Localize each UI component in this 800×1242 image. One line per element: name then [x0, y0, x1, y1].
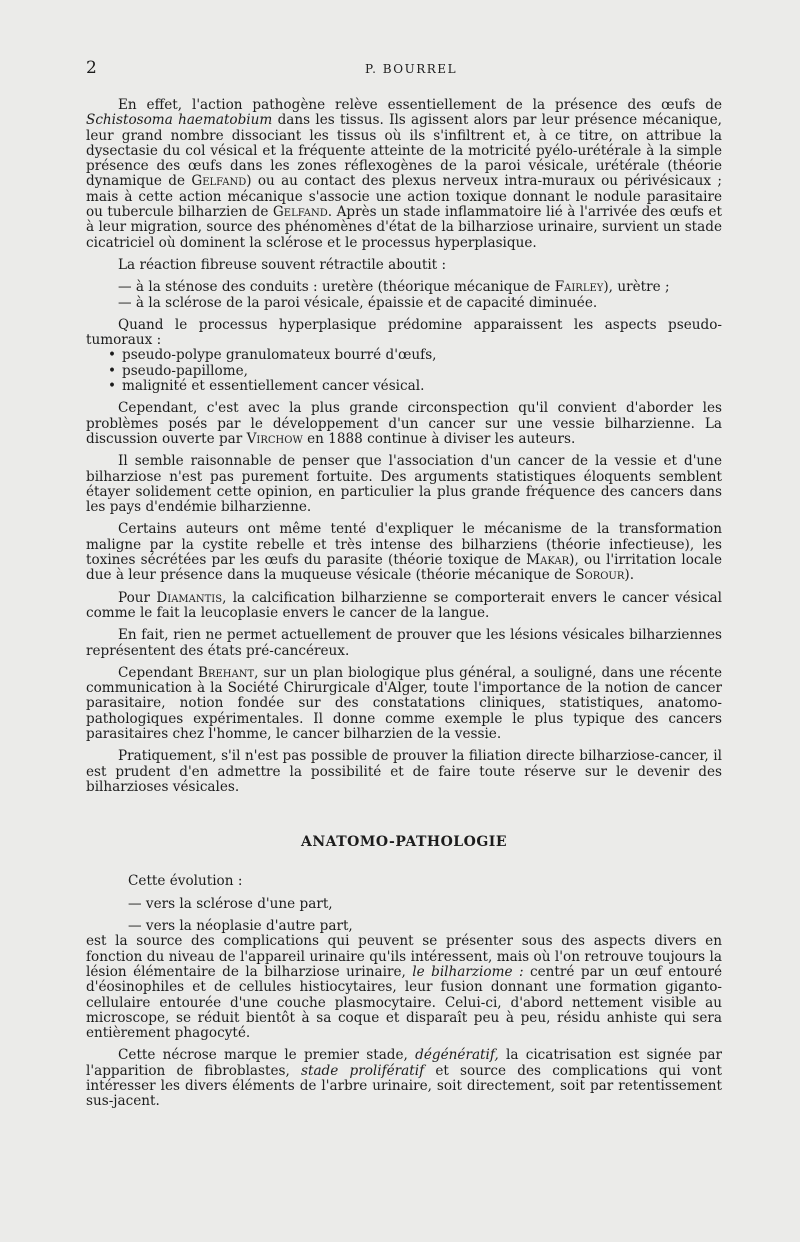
dash-item-sclerosis: — à la sclérose de la paroi vésicale, épaissie et de capacité diminuée. [118, 294, 598, 311]
running-head-author: P. BOURREL [364, 62, 458, 76]
species-name: Schistosoma haematobium [86, 112, 273, 129]
author-name: Gelfand [272, 204, 328, 221]
author-name: Brehant [197, 664, 255, 681]
italic-term: stade prolifératif [301, 1062, 425, 1079]
paragraph-association: Il semble raisonnable de penser que l'association d'un cancer de la vessie et d'une bilharziose n'est pas purement fortuite. Des arguments statistiques éloquents semblent étayer solidement cette opinion, en particulier la plus grande fréquence des cancers dans les pays d'endémie bilharzienne. [86, 453, 722, 516]
section-heading: ANATOMO-PATHOLOGIE [300, 834, 508, 851]
bullet-item: • pseudo-polype granulomateux bourré d'œufs, [108, 347, 437, 364]
italic-term: dégénératif, [415, 1047, 499, 1064]
bullet-icon: • [108, 347, 117, 364]
paragraph-circumspection: Cependant, c'est avec la plus grande circonspection qu'il convient d'aborder les problèmes posés par le développement d'un cancer sur une vessie bilharzienne. La discussion ouverte par Virchow en 1888 continue à diviser les auteurs. [86, 400, 722, 447]
page-number: 2 [86, 58, 97, 78]
paragraph-necrosis: Cette nécrose marque le premier stade, dégénératif, la cicatrisation est signée par l'apparition de fibroblastes, stade prolifératif et source des complications qui vont intéresser les divers éléments de l'arbre urinaire, soit directement, soit par retentissement sus-jacent. [86, 1047, 722, 1110]
italic-term: le bilharziome : [412, 963, 524, 980]
paragraph-pathogenic-action: En effet, l'action pathogène relève essentiellement de la présence des œufs de Schistosoma haematobium dans les tissus. Ils agissent alors par leur présence mécanique, leur grand nombre dissociant les tissus où ils s'infiltrent et, à ce titre, on attribue la dysectasie du col vésical et la fréquente atteinte de la motricité pyélo-urétérale à la simple présence des œufs dans les zones réflexogènes de la paroi vésicale, urétérale (théorie dynamique de Gelfand) ou au contact des plexus nerveux intra-muraux ou périvésicaux ; mais à cette action mécanique s'associe une action toxique donnant le nodule parasitaire ou tubercule bilharzien de Gelfand. Après un stade inflammatoire lié à l'arrivée des œufs et à leur migration, source des phénomènes d'état de la bilharziose urinaire, survient un stade cicatriciel où dominent la sclérose et le processus hyperplasique. [86, 97, 722, 251]
bullet-item: • pseudo-papillome, [108, 362, 248, 379]
author-name: Sorour [575, 567, 625, 584]
running-header [86, 58, 736, 82]
dash-item-neoplasia-part: — vers la néoplasie d'autre part, [128, 918, 353, 935]
author-name: Makar [526, 552, 570, 569]
paragraph-mechanism: Certains auteurs ont même tenté d'expliquer le mécanisme de la transformation maligne par la cystite rebelle et très intense des bilharziens (théorie infectieuse), les toxines sécrétées par les œufs du parasite (théorie toxique de Makar), ou l'irritation locale due à leur présence dans la muqueuse vésicale (théorie mécanique de Sorour). [86, 521, 723, 584]
paragraph-fibrous-reaction: La réaction fibreuse souvent rétractile aboutit : [118, 256, 447, 273]
author-name: Virchow [246, 430, 303, 447]
bullet-icon: • [108, 378, 117, 395]
paragraph-hyperplastic: Quand le processus hyperplasique prédomine apparaissent les aspects pseudo-tumoraux : [86, 316, 722, 349]
paragraph-practically: Pratiquement, s'il n'est pas possible de prouver la filiation directe bilharziose-cancer, il est prudent d'en admettre la possibilité et de faire toute réserve sur le devenir des bilharzioses vésicales. [86, 748, 722, 795]
dash-item-stenosis: — à la sténose des conduits : uretère (théorique mécanique de Fairley), urètre ; [118, 279, 670, 296]
dash-item-sclerosis-part: — vers la sclérose d'une part, [128, 895, 333, 912]
author-name: Diamantis [156, 589, 223, 606]
paragraph-precancerous: En fait, rien ne permet actuellement de prouver que les lésions vésicales bilharziennes représentent des états pré-cancéreux. [86, 627, 722, 659]
bullet-item: • malignité et essentiellement cancer vésical. [108, 378, 425, 395]
author-name: Gelfand [191, 173, 247, 190]
paragraph-brehant: Cependant Brehant, sur un plan biologique plus général, a souligné, dans une récente communication à la Société Chirurgicale d'Alger, toute l'importance de la notion de cancer parasitaire, notion fondée sur des constatations cliniques, statistiques, anatomo-pathologiques expérimentales. Il donne comme exemple le plus typique des cancers parasitaires chez l'homme, le cancer bilharzien de la vessie. [86, 664, 722, 742]
bullet-icon: • [108, 362, 117, 379]
paragraph-diamantis: Pour Diamantis, la calcification bilharzienne se comporterait envers le cancer vésical comme le fait la leucoplasie envers le cancer de la langue. [86, 589, 723, 621]
paragraph-evolution: Cette évolution : [128, 873, 243, 890]
article-body [86, 98, 722, 1110]
author-name: Fairley [554, 279, 604, 296]
paragraph-complications: est la source des complications qui peuvent se présenter sous des aspects divers en fonction du niveau de l'appareil urinaire qu'ils intéressent, mais où l'on retrouve toujours la lésion élémentaire de la bilharziose urinaire, le bilharziome : centré par un œuf entouré d'éosinophiles et de cellules histiocytaires, leur fusion donnant une formation giganto-cellulaire entourée d'une couche plasmocytaire. Celui-ci, d'abord nettement visible au microscope, se réduit bientôt à sa coque et disparaît peu à peu, résidu anhiste qui sera entièrement phagocyté. [86, 933, 722, 1042]
